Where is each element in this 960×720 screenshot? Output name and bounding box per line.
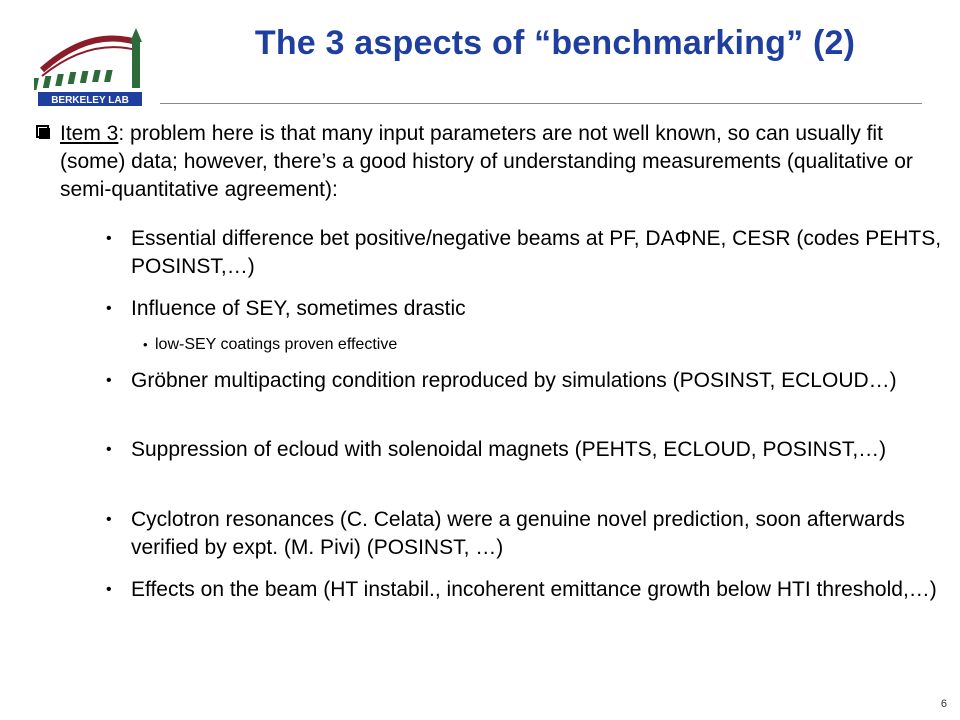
- logo-label: BERKELEY LAB: [51, 95, 129, 106]
- dot-bullet-icon: •: [106, 581, 112, 598]
- dot-bullet-icon: •: [106, 300, 112, 317]
- page-number: 6: [940, 698, 947, 710]
- dot-bullet-icon: •: [106, 230, 112, 247]
- sub-bullet-6: • Effects on the beam (HT instabil., incoherent emittance growth below HTI threshold,…): [106, 576, 946, 604]
- berkeley-lab-logo: [34, 26, 158, 108]
- title-divider: [160, 103, 922, 104]
- sub-bullet-4: • Suppression of ecloud with solenoidal magnets (PEHTS, ECLOUD, POSINST,…): [106, 436, 946, 464]
- sub-bullet-2: • Influence of SEY, sometimes drastic: [106, 295, 946, 323]
- sub-bullet-5: • Cyclotron resonances (C. Celata) were a genuine novel prediction, soon afterwards verified by expt. (M. Pivi) (POSINST, …): [106, 508, 905, 559]
- bullet-lead: Item 3: [60, 122, 119, 145]
- dot-bullet-icon: •: [106, 441, 112, 458]
- sub-sub-bullet-1: • low-SEY coatings proven effective: [143, 334, 923, 356]
- slide-title: The 3 aspects of “benchmarking” (2): [254, 24, 856, 62]
- sub-bullet-1: • Essential difference bet positive/negative beams at PF, DAΦNE, CESR (codes PEHTS, POSINST,…): [106, 227, 942, 278]
- dot-bullet-icon: •: [143, 337, 148, 352]
- bullet-text: : problem here is that many input parameters are not well known, so can usually fit (some) data; however, there’s a good history of understanding measurements (qualitative or semi-quantitative agreement):: [60, 122, 913, 201]
- bullet-item-3: [36, 120, 951, 204]
- sub-bullet-3: • Gröbner multipacting condition reproduced by simulations (POSINST, ECLOUD…): [106, 367, 946, 395]
- dot-bullet-icon: •: [106, 511, 112, 528]
- square-bullet-icon: [36, 125, 49, 138]
- dot-bullet-icon: •: [106, 372, 112, 389]
